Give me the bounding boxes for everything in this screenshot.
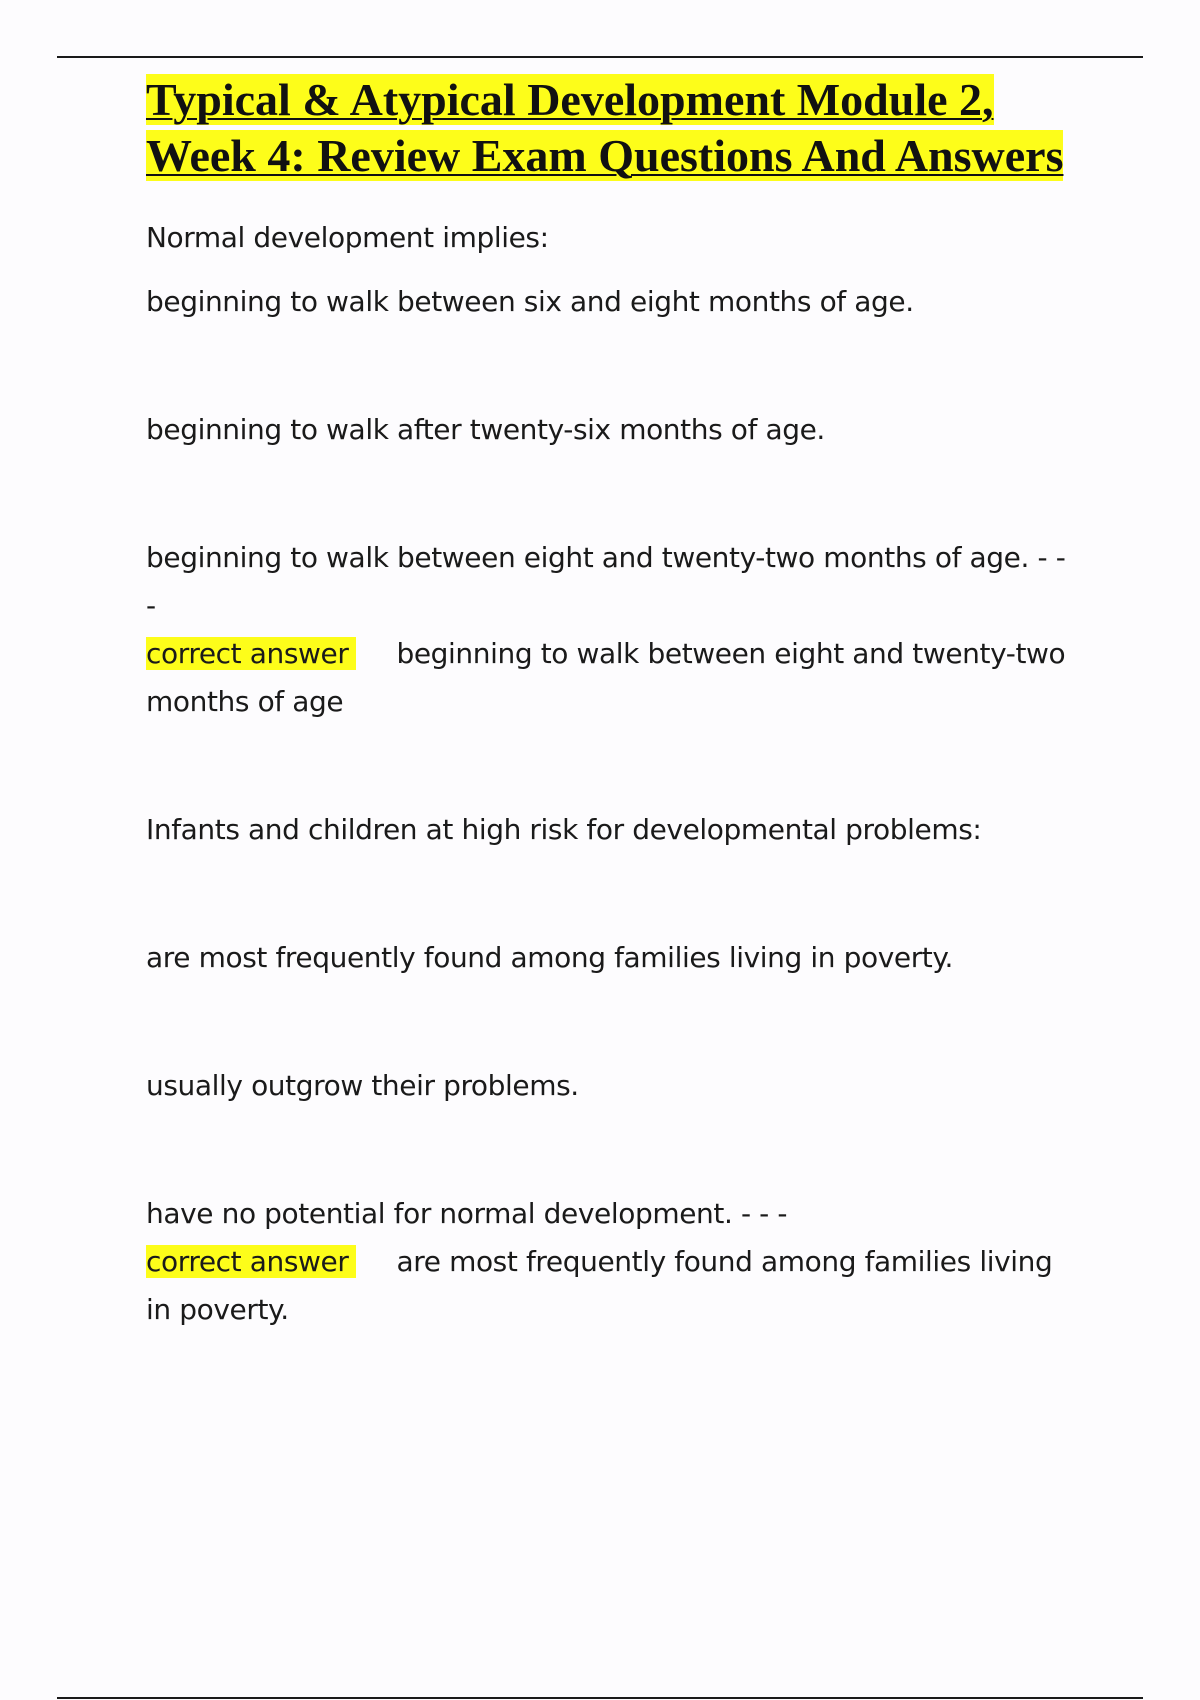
question-1-option-a: beginning to walk between six and eight months of age.	[146, 285, 914, 318]
question-2-prompt: Infants and children at high risk for developmental problems:	[146, 813, 982, 846]
question-2-option-a: are most frequently found among families living in poverty.	[146, 941, 954, 974]
spacer	[146, 726, 1086, 806]
question-2-option-b: usually outgrow their problems.	[146, 1069, 579, 1102]
spacer	[146, 854, 1086, 934]
spacer	[146, 1110, 1086, 1190]
question-1-option-c: beginning to walk between eight and twenty-two months of age. - - -	[146, 541, 1066, 622]
question-1-prompt: Normal development implies:	[146, 221, 549, 254]
question-2-option-c: have no potential for normal development. - - -	[146, 1197, 788, 1230]
footer-rule	[57, 1697, 1143, 1699]
spacer	[146, 326, 1086, 406]
correct-answer-label: correct answer	[146, 637, 356, 670]
header-rule	[57, 56, 1143, 58]
question-2-answer-text: are most frequently found among families living in poverty.	[146, 1245, 1053, 1326]
question-1-answer-text: beginning to walk between eight and twenty-two months of age	[146, 637, 1066, 718]
question-1-answer	[146, 630, 1096, 726]
document-title: Typical & Atypical Development Module 2, Week 4: Review Exam Questions And Answers	[146, 74, 1064, 181]
correct-answer-label: correct answer	[146, 1245, 356, 1278]
spacer	[146, 454, 1086, 534]
spacer	[146, 982, 1086, 1062]
question-2-answer	[146, 1238, 1076, 1334]
question-1-option-b: beginning to walk after twenty-six months of age.	[146, 413, 825, 446]
document-body	[146, 72, 1086, 1334]
